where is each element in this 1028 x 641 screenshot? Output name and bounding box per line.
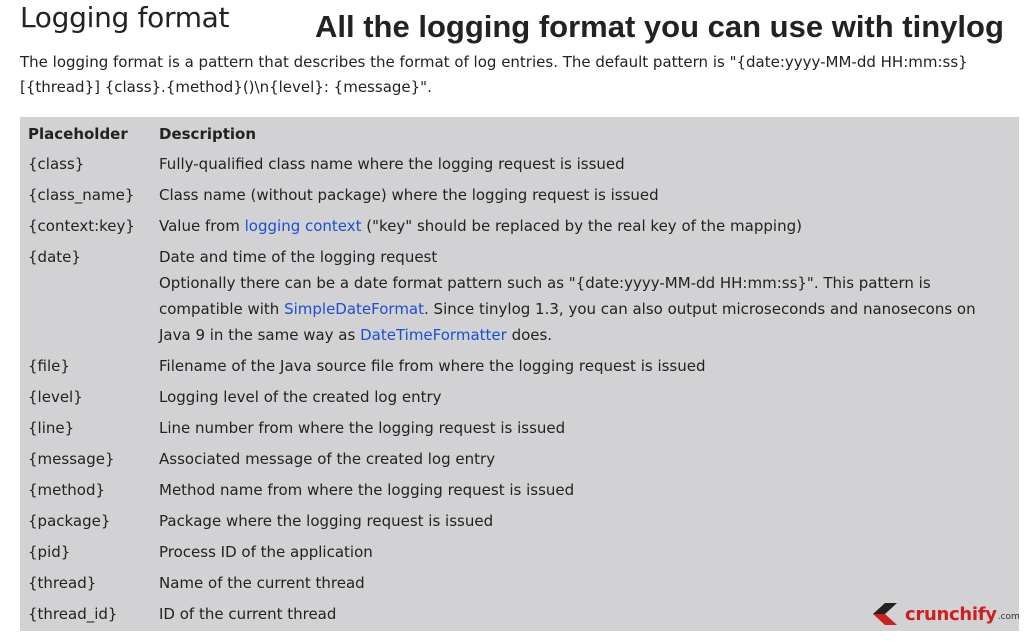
table-row: [20, 382, 1019, 413]
description-cell: [151, 211, 1019, 242]
crunchify-wordmark: crunchify: [905, 603, 997, 625]
description-text-extended: [159, 270, 1011, 348]
table-row: [20, 180, 1019, 211]
table-header-row: [20, 121, 1019, 149]
table-row: [20, 211, 1019, 242]
table-row: [20, 149, 1019, 180]
column-header-placeholder: Placeholder: [28, 125, 128, 143]
placeholder-cell: {context:key}: [28, 217, 135, 235]
placeholder-cell: {class}: [28, 155, 85, 173]
description-text: ("key" should be replaced by the real key of the mapping): [361, 217, 802, 235]
description-cell: Method name from where the logging request is issued: [159, 481, 575, 499]
description-cell: Associated message of the created log entry: [159, 450, 496, 468]
placeholder-cell: {pid}: [28, 543, 71, 561]
placeholder-cell: {method}: [28, 481, 106, 499]
banner-title: All the logging format you can use with tinylog: [315, 9, 1004, 44]
description-cell: Name of the current thread: [159, 574, 365, 592]
placeholder-cell: {file}: [28, 357, 70, 375]
placeholder-cell: {date}: [28, 248, 81, 266]
crunchify-logo: [870, 600, 1020, 628]
column-header-description: Description: [159, 125, 257, 143]
description-text: Date and time of the logging request: [159, 248, 438, 266]
description-text: Optionally there can be a date format pattern such as "{date:yyyy-MM-dd HH:mm:ss}". This pattern is compatible with: [159, 274, 931, 318]
section-title: Logging format: [20, 1, 230, 34]
table-row: [20, 351, 1019, 382]
description-text: does.: [506, 326, 553, 344]
placeholder-cell: {level}: [28, 388, 83, 406]
table-row: [20, 413, 1019, 444]
placeholder-cell: {thread_id}: [28, 605, 118, 623]
description-cell: Logging level of the created log entry: [159, 388, 442, 406]
table-row: [20, 537, 1019, 568]
header: [0, 0, 1028, 50]
crunchify-suffix: .com: [997, 612, 1020, 622]
placeholder-cell: {package}: [28, 512, 111, 530]
simpledateformat-link[interactable]: SimpleDateFormat: [284, 300, 425, 318]
description-text: Value from: [159, 217, 245, 235]
logging-context-link[interactable]: logging context: [244, 217, 362, 235]
placeholder-table: [20, 121, 1019, 630]
placeholder-cell: {line}: [28, 419, 75, 437]
placeholder-cell: {message}: [28, 450, 115, 468]
description-cell: Process ID of the application: [159, 543, 373, 561]
table-row: [20, 444, 1019, 475]
description-cell: Fully-qualified class name where the logging request is issued: [159, 155, 625, 173]
table-row: [20, 242, 1019, 351]
description-text: . Since tinylog 1.3, you can also output microseconds and nanosecons on Java 9 in the same way as: [159, 300, 976, 344]
table-row: [20, 568, 1019, 599]
description-cell: Line number from where the logging request is issued: [159, 419, 566, 437]
crunchify-mark-icon: [870, 601, 900, 627]
datetimeformatter-link[interactable]: DateTimeFormatter: [360, 326, 507, 344]
placeholder-cell: {class_name}: [28, 186, 135, 204]
description-cell: [151, 242, 1019, 351]
placeholder-table-container: [20, 117, 1019, 631]
table-row: [20, 506, 1019, 537]
placeholder-cell: {thread}: [28, 574, 97, 592]
description-cell: ID of the current thread: [159, 605, 337, 623]
description-cell: Package where the logging request is issued: [159, 512, 494, 530]
description-cell: Filename of the Java source file from where the logging request is issued: [159, 357, 706, 375]
description-cell: Class name (without package) where the logging request is issued: [159, 186, 659, 204]
table-row: [20, 475, 1019, 506]
intro-paragraph: The logging format is a pattern that describes the format of log entries. The default pattern is "{date:yyyy-MM-dd HH:mm:ss} [{thread}] {class}.{method}()\n{level}: {message}".: [20, 53, 968, 96]
